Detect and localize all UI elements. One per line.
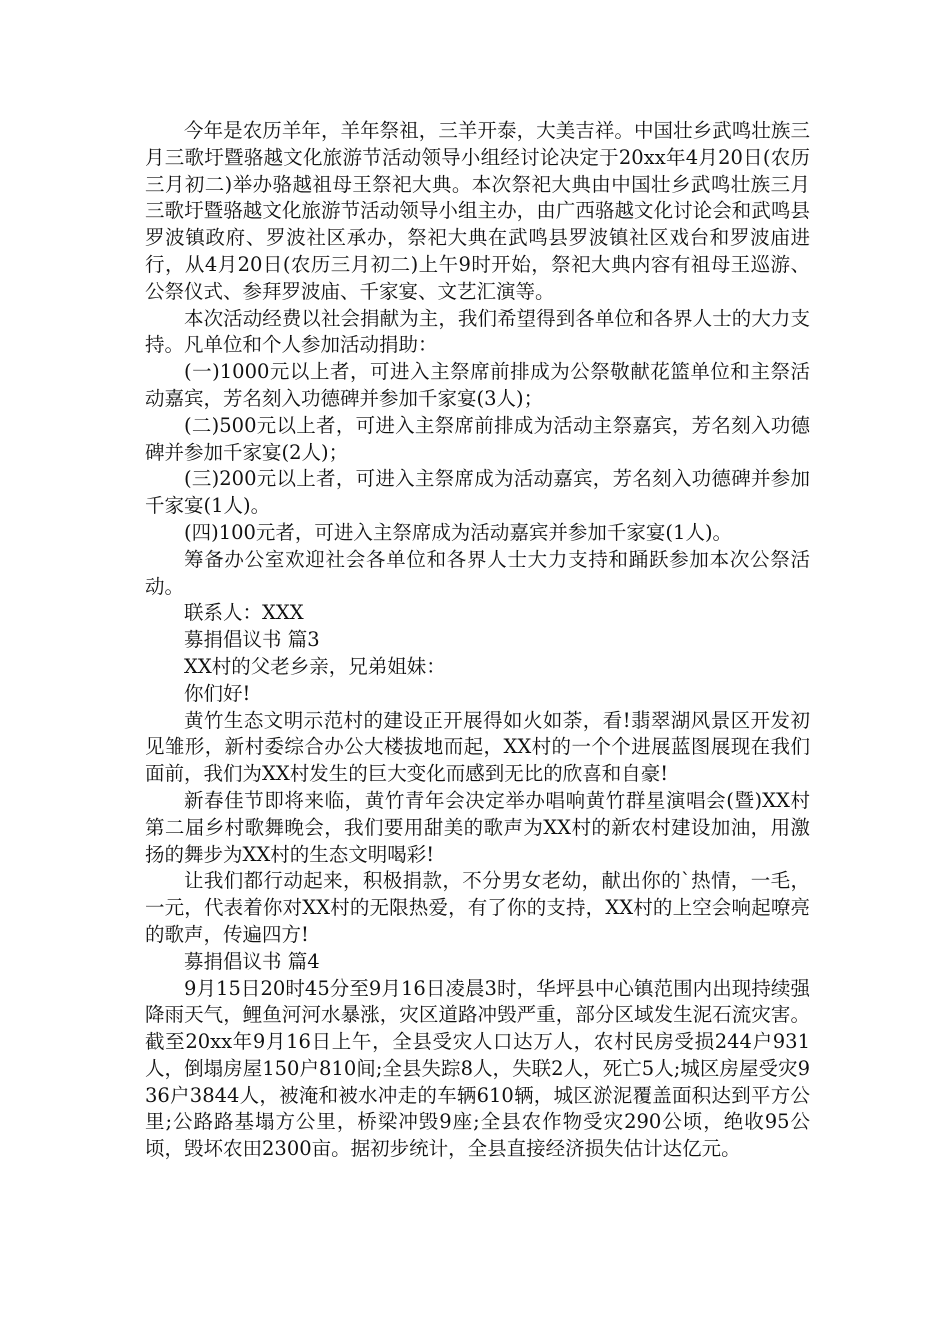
paragraph-salutation: XX村的父老乡亲，兄弟姐妹：	[184, 654, 446, 678]
paragraph-village-progress: 黄竹生态文明示范村的建设正开展得如火如荼，看!翡翠湖风景区开发初见雏形，新村委综合办公大楼拔地而起，XX村的一个个进展蓝图展现在我们面前，我们为XX村发生的巨大变化而感到无比的欣喜和自豪!	[145, 708, 810, 786]
section-heading-4: 募捐倡议书 篇4	[184, 949, 320, 973]
paragraph-contact: 联系人：XXX	[184, 601, 304, 625]
paragraph-welcome: 筹备办公室欢迎社会各单位和各界人士大力支持和踊跃参加本次公祭活动。	[145, 547, 810, 598]
paragraph-call-to-action: 让我们都行动起来，积极捐款，不分男女老幼，献出你的`热情，一毛，一元，代表着你对XX村的无限热爱，有了你的支持，XX村的上空会响起嘹亮的歌声，传遍四方!	[145, 869, 810, 946]
paragraph-tier-3: (三)200元以上者，可进入主祭席成为活动嘉宾，芳名刻入功德碑并参加千家宴(1人)。	[145, 467, 810, 518]
section-heading-3: 募捐倡议书 篇3	[184, 628, 320, 652]
paragraph-tier-2: (二)500元以上者，可进入主祭席前排成为活动主祭嘉宾，芳名刻入功德碑并参加千家宴(2人)；	[145, 413, 810, 464]
paragraph-new-year-concert: 新春佳节即将来临，黄竹青年会决定举办唱响黄竹群星演唱会(暨)XX村第二届乡村歌舞晚会，我们要用甜美的歌声为XX村的新农村建设加油，用激扬的舞步为XX村的生态文明喝彩!	[145, 788, 810, 866]
paragraph-greeting: 你们好!	[184, 681, 251, 705]
paragraph-intro: 今年是农历羊年，羊年祭祖，三羊开泰，大美吉祥。中国壮乡武鸣壮族三月三歌圩暨骆越文化旅游节活动领导小组经讨论决定于20xx年4月20日(农历三月初二)举办骆越祖母王祭祀大典。本次祭祀大典由中国壮乡武鸣壮族三月三歌圩暨骆越文化旅游节活动领导小组主办，由广西骆越文化讨论会和武鸣县罗波镇政府、罗波社区承办，祭祀大典在武鸣县罗波镇社区戏台和罗波庙进行，从4月20日(农历三月初二)上午9时开始，祭祀大典内容有祖母王巡游、公祭仪式、参拜罗波庙、千家宴、文艺汇演等。	[145, 119, 810, 303]
paragraph-tier-4: (四)100元者，可进入主祭席成为活动嘉宾并参加千家宴(1人)。	[184, 520, 733, 544]
paragraph-funding: 本次活动经费以社会捐献为主，我们希望得到各单位和各界人士的大力支持。凡单位和个人参加活动捐助：	[145, 306, 810, 357]
paragraph-tier-1: (一)1000元以上者，可进入主祭席前排成为公祭敬献花篮单位和主祭活动嘉宾，芳名刻入功德碑并参加千家宴(3人)；	[145, 360, 810, 410]
document-page	[145, 118, 810, 1163]
paragraph-disaster-report: 9月15日20时45分至9月16日凌晨3时，华坪县中心镇范围内出现持续强降雨天气，鲤鱼河河水暴涨，灾区道路冲毁严重，部分区域发生泥石流灾害。截至20xx年9月16日上午，全县受灾人口达万人，农村民房受损244户931 人，倒塌房屋150户810间;全县失踪8人，失联2人，死亡5人;城区房屋受灾936户3844人，被淹和被水冲走的车辆610辆，城区淤泥覆盖面积达到平方公里;公路路基塌方公里，桥梁冲毁9座;全县农作物受灾290公顷，绝收95公顷，毁坏农田2300亩。据初步统计，全县直接经济损失估计达亿元。	[145, 976, 810, 1161]
